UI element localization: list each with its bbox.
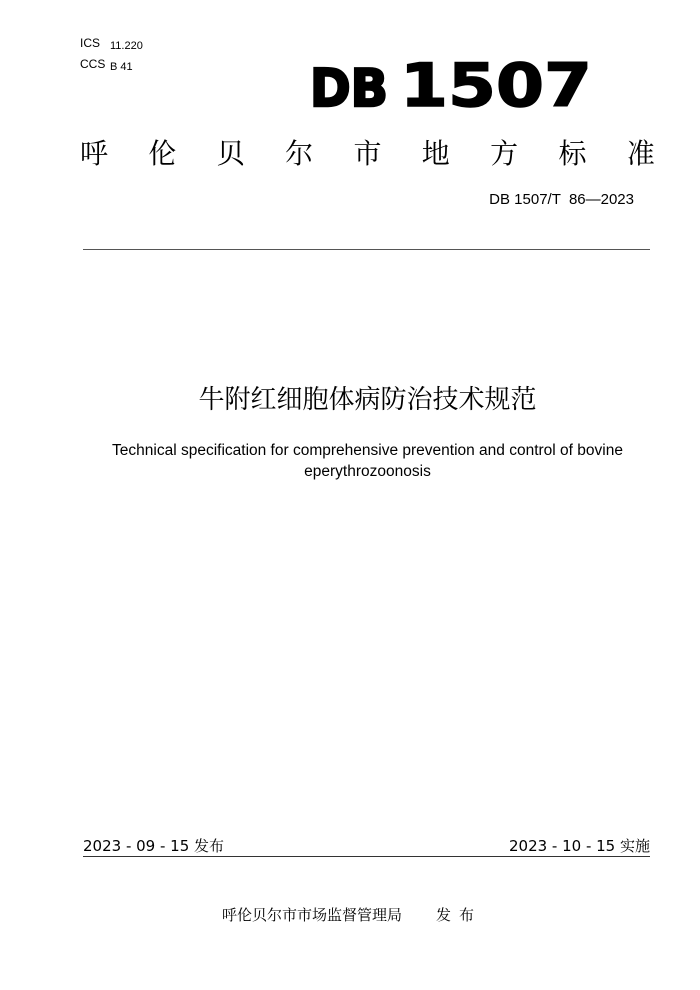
bottom-divider (83, 856, 650, 857)
ics-value: 11.220 (110, 40, 143, 52)
publisher-action: 发布 (436, 906, 483, 924)
standard-type-char: 地 (421, 137, 450, 170)
standard-type-char: 贝 (216, 137, 245, 170)
title-english (90, 440, 645, 482)
db-logo-prefix: DB (310, 59, 388, 118)
standard-type-char: 准 (626, 137, 655, 170)
standard-type-char: 方 (490, 137, 519, 170)
ics-label: ICS (80, 36, 101, 50)
standard-type (80, 135, 655, 173)
ccs-value: B 41 (110, 61, 133, 73)
standard-type-char: 呼 (80, 137, 109, 170)
classification-block (80, 33, 143, 75)
db-logo (308, 48, 598, 118)
db-logo-code: 1507 (400, 51, 592, 118)
standard-type-char: 尔 (285, 137, 314, 170)
standard-type-char: 标 (558, 137, 587, 170)
issue-date: 2023 - 09 - 15 发布 (83, 837, 225, 855)
standard-type-char: 伦 (148, 137, 177, 170)
publisher (222, 905, 482, 925)
implement-date: 2023 - 10 - 15 实施 (508, 837, 650, 855)
top-divider (83, 249, 650, 250)
title-english-line-1: Technical specification for comprehensive prevention and control of bovine (112, 442, 623, 459)
ics-row (80, 33, 143, 54)
ccs-label: CCS (80, 57, 106, 71)
standard-number: DB 1507/T 86—2023 (489, 191, 634, 208)
title-chinese: 牛附红细胞体病防治技术规范 (198, 385, 537, 415)
publisher-name: 呼伦贝尔市市场监督管理局 (222, 906, 403, 924)
title-english-line-2: eperythrozoonosis (304, 463, 431, 480)
ccs-row (80, 54, 143, 75)
standard-type-char: 市 (353, 137, 382, 170)
